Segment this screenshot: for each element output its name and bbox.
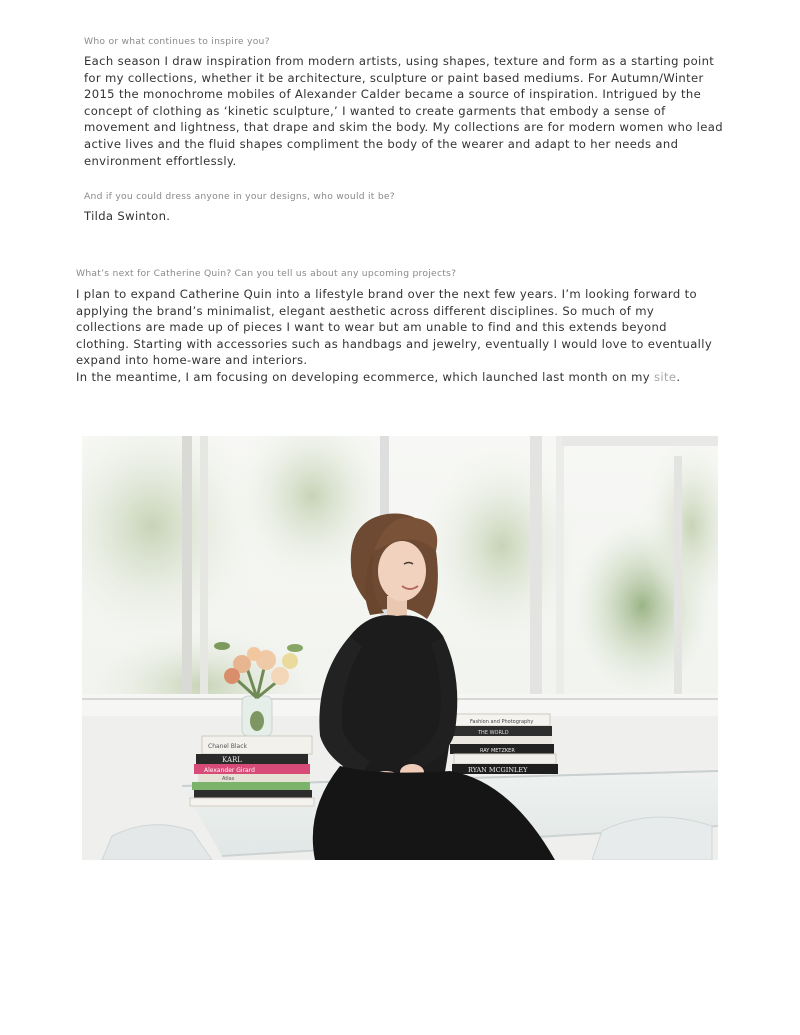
question-dress-anyone: And if you could dress anyone in your designs, who would it be? (84, 191, 395, 202)
answer-whats-next-line: I plan to expand Catherine Quin into a lifestyle brand over the next few years. I’m looking forward to (76, 287, 697, 301)
answer-inspiration (84, 53, 723, 169)
answer-whats-next-line: applying the brand’s minimalist, elegant aesthetic across different disciplines. So much of my (76, 303, 655, 318)
answer-inspiration-line: environment effortlessly. (84, 153, 237, 168)
answer-inspiration-line: active lives and the fluid shapes compliment the body of the wearer and adapt to her needs and (84, 136, 679, 151)
answer-whats-next (76, 286, 712, 386)
question-whats-next: What’s next for Catherine Quin? Can you tell us about any upcoming projects? (76, 268, 457, 279)
book-spine-left-3: Alexander Girard (204, 767, 255, 774)
answer-inspiration-line: movement and lightness, that drape and skim the body. My collections are for modern women who lead (84, 120, 723, 135)
answer-whats-next-line: collections are made up of pieces I want to wear but am unable to find and this extends beyond (76, 320, 667, 335)
answer-inspiration-line: 2015 the monochrome mobiles of Alexander Calder became a source of inspiration. Intrigued by the (84, 87, 702, 102)
site-link[interactable]: site (654, 369, 677, 384)
answer-inspiration-line: Each season I draw inspiration from modern artists, using shapes, texture and form as a starting point (84, 54, 715, 68)
answer-last-line-end: . (676, 369, 681, 384)
book-spine-right-1: Fashion and Photography (470, 719, 534, 725)
answer-dress-anyone: Tilda Swinton. (84, 209, 171, 223)
answer-inspiration-line: concept of clothing as ‘kinetic sculpture,’ I wanted to create garments that embody a sense of (84, 103, 666, 118)
book-spine-left-1: Chanel Black (208, 743, 247, 750)
book-spine-right-4: RYAN MCGINLEY (468, 766, 528, 774)
portrait-photo (82, 436, 718, 860)
book-spine-left-2: KARL (222, 756, 242, 764)
book-spine-right-3: RAY METZKER (480, 748, 515, 754)
book-stack-left (190, 736, 314, 806)
answer-last-line-text: In the meantime, I am focusing on developing ecommerce, which launched last month on my (76, 369, 655, 384)
book-spine-left-4: Atlas (222, 776, 235, 782)
book-spine-right-2: THE WORLD (478, 730, 509, 736)
book-stack-right (448, 714, 558, 774)
answer-whats-next-line: clothing. Starting with accessories such as handbags and jewelry, eventually I would love to eventually (76, 336, 713, 351)
answer-whats-next-line: expand into home-ware and interiors. (76, 353, 308, 368)
answer-inspiration-line: for my collections, whether it be architecture, sculpture or paint based mediums. For Autumn/Winter (84, 70, 704, 85)
answer-last-line (76, 369, 712, 386)
question-inspiration: Who or what continues to inspire you? (84, 36, 270, 47)
